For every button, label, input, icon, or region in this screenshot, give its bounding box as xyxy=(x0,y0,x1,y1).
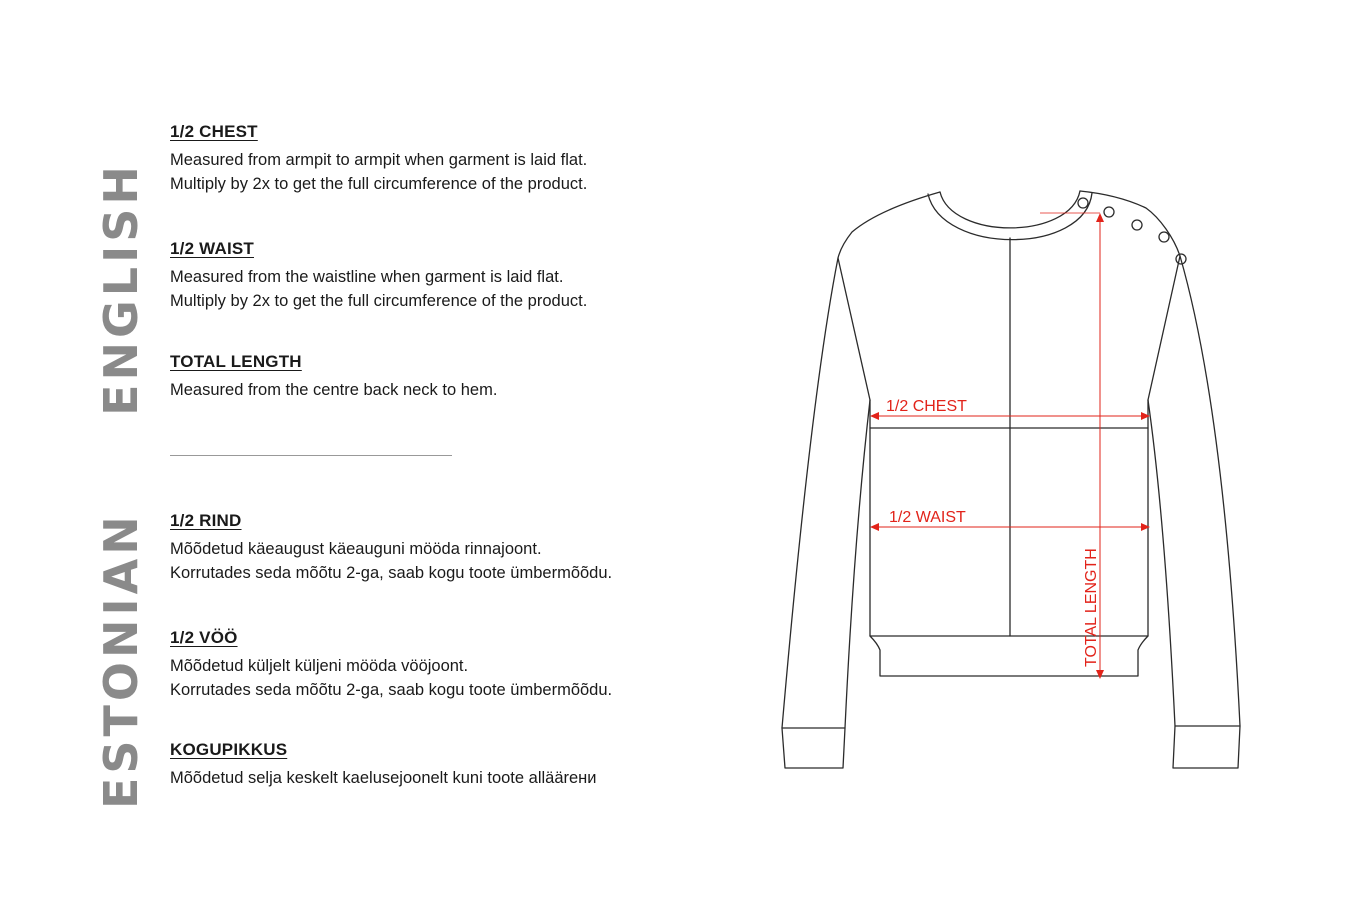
right-cuff xyxy=(1173,726,1240,768)
heading-length-et: KOGUPIKKUS xyxy=(170,740,288,759)
waist-measure-label: 1/2 WAIST xyxy=(889,509,966,526)
heading-length-en: TOTAL LENGTH xyxy=(170,352,302,371)
button-icon xyxy=(1078,198,1088,208)
language-label-estonian: ESTONIAN xyxy=(94,512,148,809)
button-icon xyxy=(1104,207,1114,217)
language-label-english: ENGLISH xyxy=(94,162,148,416)
arrow-left-icon xyxy=(870,412,879,420)
collar-inner xyxy=(928,193,1092,240)
arrow-down-icon xyxy=(1096,670,1104,679)
arrow-left-icon xyxy=(870,523,879,531)
button-icon xyxy=(1132,220,1142,230)
heading-waist-et: 1/2 VÖÖ xyxy=(170,628,238,647)
button-icon xyxy=(1159,232,1169,242)
collar-outer xyxy=(940,191,1080,228)
chest-measure-label: 1/2 CHEST xyxy=(886,398,967,415)
sweatshirt-outline xyxy=(782,191,1240,768)
desc-chest-et: Mõõdetud käeaugust käeauguni mööda rinnajoont. Korrutades seda mõõtu 2-ga, saab kogu toote ümbermõõdu. xyxy=(170,540,613,582)
hem-band xyxy=(870,636,1148,676)
arrow-up-icon xyxy=(1096,213,1104,222)
left-cuff xyxy=(782,728,845,768)
desc-chest-en: Measured from armpit to armpit when garment is laid flat. Multiply by 2x to get the full circumference of the product. xyxy=(170,151,588,193)
heading-waist-en: 1/2 WAIST xyxy=(170,239,254,258)
desc-waist-en: Measured from the waistline when garment is laid flat. Multiply by 2x to get the full circumference of the product. xyxy=(170,268,588,310)
left-sleeve xyxy=(782,258,870,728)
length-measure-label: TOTAL LENGTH xyxy=(1083,548,1100,667)
right-sleeve xyxy=(1148,256,1240,726)
desc-waist-et: Mõõdetud küljelt küljeni mööda vööjoont. Korrutades seda mõõtu 2-ga, saab kogu toote ümbermõõdu. xyxy=(170,657,613,699)
desc-length-en: Measured from the centre back neck to hem. xyxy=(170,381,498,399)
heading-chest-et: 1/2 RIND xyxy=(170,511,242,530)
heading-chest-en: 1/2 CHEST xyxy=(170,122,258,141)
desc-length-et: Mõõdetud selja keskelt kaelusejoonelt kuni toote alläärени xyxy=(170,769,597,787)
